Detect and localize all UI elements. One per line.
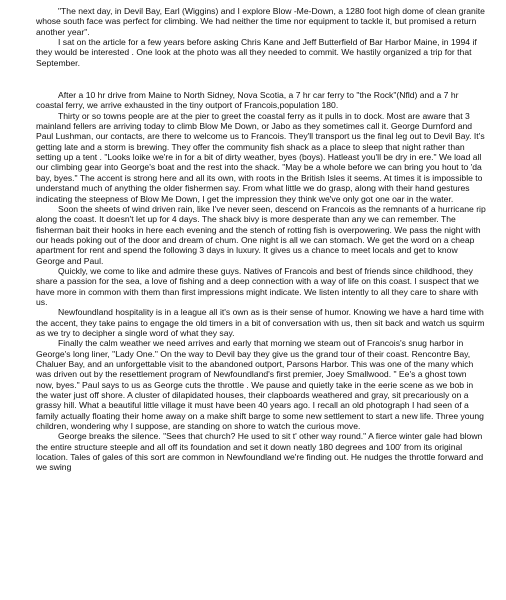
paragraph: After a 10 hr drive from Maine to North Sidney, Nova Scotia, a 7 hr car ferry to "the Rock"(Nfld) and a 7 hr coastal ferry, we arrive exhausted in the tiny outport of Francois,population 180. [36,90,459,111]
paragraph: "The next day, in Devil Bay, Earl (Wiggins) and I explore Blow -Me-Down, a 1280 foot high dome of clean granite whose south face was perfect for climbing. We had neither the time nor equipment to tackle it, but promised a return another year". [36,6,485,37]
paragraph: George breaks the silence. "Sees that church? He used to sit t' other way round." A fierce winter gale had blown the entire structure steeple and all off its foundation and set it down neatly 180 degrees and 100' from its original location. Tales of gales of this sort are common in Newfoundland we're finding out. He nudges the throttle forward and we swing [36,431,484,473]
paragraph: Quickly, we come to like and admire these guys. Natives of Francois and best of friends since childhood, they share a passion for the sea, a love of fishing and a deep connection with a way of life on this coast. I suspect that we have more in common with them than first impressions might indicate. We listen intently to all they care to share with us. [36,265,479,307]
paragraph: Soon the sheets of wind driven rain, like I've never seen, descend on Francois as the remnants of a hurricane rip along the coast. It doesn't let up for 4 days. The shack bivy is more desperate than any we can remember. The fisherman bait their hooks in here each evening and the stench of rotting fish is overpowering. We pass the night with our heads poking out of the door and dream of chum. One night is all we can stomach. We get the word on a cheap apartment for rent and spend the following 3 days in luxury. It gives us a chance to meet locals and get to know George and Paul. [36,203,486,266]
paragraph: Finally the calm weather we need arrives and early that morning we steam out of Francois's snug harbor in George's long liner, "Lady One." On the way to Devil bay they give us the grand tour of their coast. Rencontre Bay, Chaluer Bay, and an unforgettable visit to the abandoned outport, Parsons Harbor. This was one of the many which was driven out by the resettlement program of Newfoundland's first premier, Joey Smallwood. " Ee's a ghost town now, byes." Paul says to us as George cuts the throttle . We pause and quietly take in the eerie scene as we bob in the water just off shore. A cluster of dilapidated houses, their clapboards weathered and gray, sit precariously on a grassy hill. What a beautiful little village it must have been 40 years ago. I recall an old photograph I had seen of a family actually floating their home away on a make shift barge to some new settlement to start a new life. Three young children, wondering why I suppose, are standing on shore to watch the curious move. [36,338,484,432]
paragraph: Thirty or so towns people are at the pier to greet the coastal ferry as it pulls in to dock. Most are aware that 3 mainland fellers are arriving today to climb Blow Me Down, or Jabo as they sometimes call it. George Durnford and Paul Lushman, our contacts, are there to welcome us to Francois. They'll transport us the final leg out to Devil Bay. It's getting late and a storm is brewing. They offer the community fish shack as a place to sleep that night rather than setting up a tent . "Looks loike we're in for a bit of dirty weather, byes (boys). Hatleast you'll be dry in ere." We load all our climbing gear into George's boat and the rest into the shack. "May be a whole before we can bring you hout to 'da bay, byes." The accent is strong here and all its own, with roots in the British Isles it seems. At times it is impossible to understand much of anything the older fishermen say. From what little we do grasp, along with their hand gestures indicating the steepness of Blow Me Down, I get the impression they think we've only got one oar in the water. [36,110,485,204]
paragraph: Newfoundland hospitality is in a league all it's own as is their sense of humor. Knowing we have a hard time with the accent, they take pains to engage the old timers in a bit of conversation with us, then sit back and watch us squirm as we try to decipher a single word of what they say. [36,307,485,338]
paragraph: I sat on the article for a few years before asking Chris Kane and Jeff Butterfield of Bar Harbor Maine, in 1994 if they would be interested . One look at the photo was all they needed to commit. We hastily organized a trip for that September. [36,37,477,68]
section-intro [36,6,486,68]
section-narrative [36,90,486,473]
